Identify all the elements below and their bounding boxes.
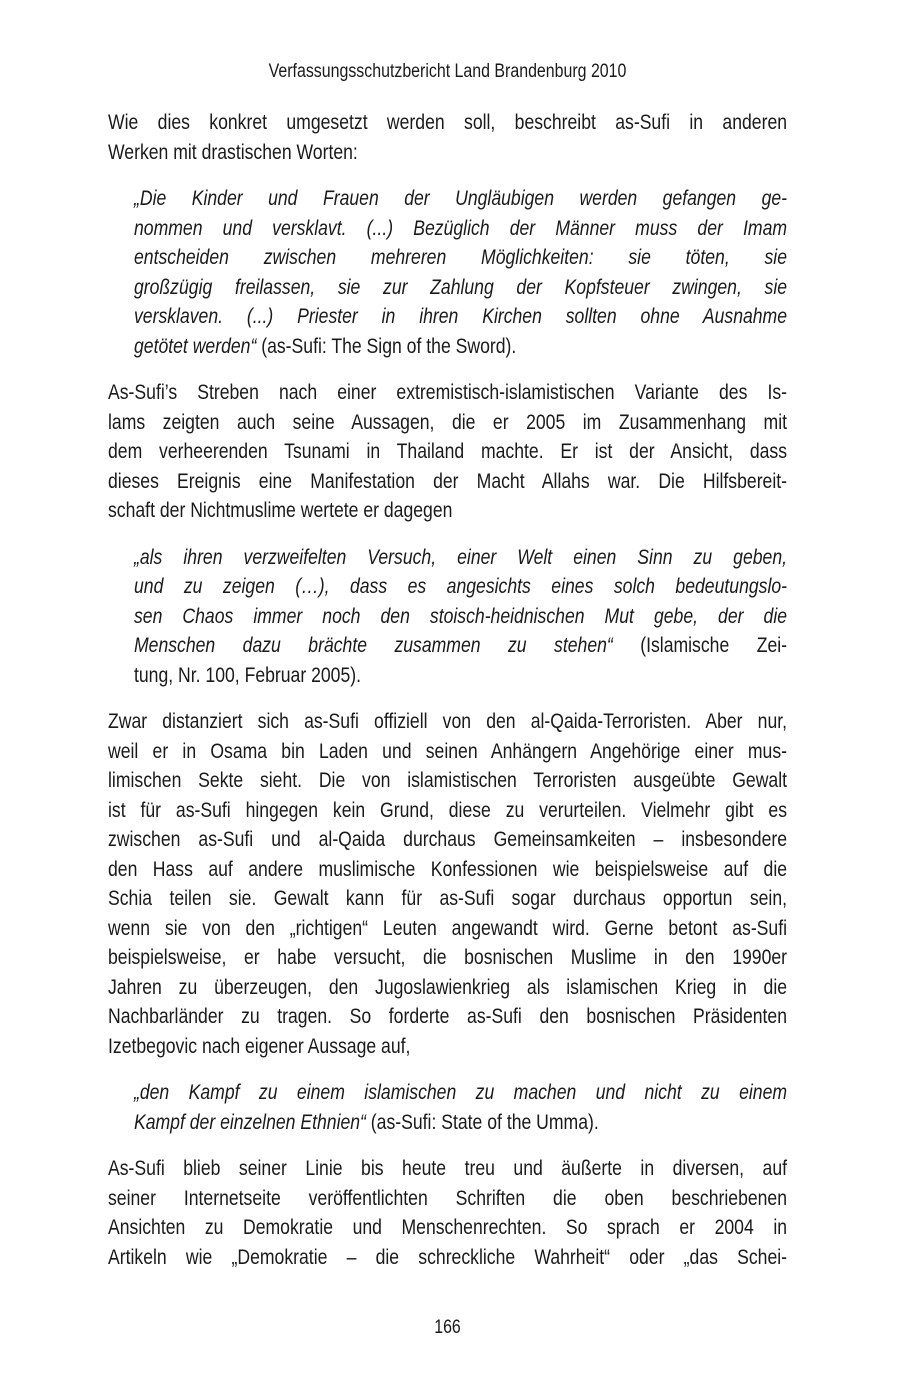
text-line <box>108 796 787 826</box>
body-text: Nachbarländer zu tragen. So forderte as-Sufi den bosnischen Präsidenten <box>108 1005 788 1028</box>
body-text: (as-Sufi: The Sign of the Sword). <box>256 334 517 358</box>
body-text: As-Sufi blieb seiner Linie bis heute treu und äußerte in diversen, auf <box>108 1157 788 1180</box>
body-text: beispielsweise, er habe versucht, die bosnischen Muslime in den 1990er <box>108 946 788 969</box>
text-line <box>108 825 787 855</box>
text-line <box>108 496 787 526</box>
text-line <box>108 914 787 944</box>
body-text: seiner Internetseite veröffentlichten Schriften die oben beschriebenen <box>108 1186 788 1210</box>
text-line <box>108 1184 787 1214</box>
quote-text: getötet werden“ <box>133 334 257 358</box>
text-line <box>134 631 787 661</box>
body-text: limischen Sekte sieht. Die von islamistischen Terroristen ausgeübte Gewalt <box>108 769 788 792</box>
body-text: dem verheerenden Tsunami in Thailand machte. Er ist der Ansicht, dass <box>108 440 788 463</box>
body-text: Wie dies konkret umgesetzt werden soll, beschreibt as-Sufi in anderen <box>108 111 788 134</box>
text-line <box>134 214 787 244</box>
text-line <box>108 855 787 885</box>
quote-text: und zu zeigen (…), dass es angesichts eines solch bedeutungslo- <box>133 575 788 598</box>
body-text: Ansichten zu Demokratie und Menschenrechten. So sprach er 2004 in <box>108 1216 788 1239</box>
block-quote <box>108 184 787 361</box>
text-line <box>108 408 787 438</box>
block-quote <box>108 1078 787 1137</box>
text-line <box>134 302 787 332</box>
body-text: As-Sufi’s Streben nach einer extremistisch-islamistischen Variante des Is- <box>108 381 788 404</box>
paragraph <box>108 378 787 526</box>
text-line <box>108 1002 787 1032</box>
text-line <box>108 766 787 796</box>
body-text: zwischen as-Sufi und al-Qaida durchaus Gemeinsamkeiten – insbesondere <box>108 828 788 851</box>
body-text: Jahren zu überzeugen, den Jugoslawienkrieg als islamischen Krieg in die <box>108 975 788 999</box>
body-text: dieses Ereignis eine Manifestation der Macht Allahs war. Die Hilfsbereit- <box>108 469 788 493</box>
quote-text: großzügig freilassen, sie zur Zahlung der Kopfsteuer zwingen, sie <box>133 275 788 299</box>
text-line <box>108 973 787 1003</box>
page-number: 166 <box>434 1317 461 1338</box>
text-line <box>108 1243 787 1273</box>
body-text: tung, Nr. 100, Februar 2005). <box>133 663 362 687</box>
text-line <box>134 1108 787 1138</box>
body-text: wenn sie von den „richtigen“ Leuten angewandt wird. Gerne betont as-Sufi <box>108 916 788 940</box>
body-text: lams zeigten auch seine Aussagen, die er 2005 im Zusammenhang mit <box>108 410 788 434</box>
text-line <box>108 943 787 973</box>
text-line <box>134 243 787 273</box>
body-text: ist für as-Sufi hingegen kein Grund, diese zu verurteilen. Vielmehr gibt es <box>108 798 788 822</box>
quote-text: Kampf der einzelnen Ethnien“ <box>133 1110 366 1134</box>
body-text: Artikeln wie „Demokratie – die schreckliche Wahrheit“ oder „das Schei- <box>108 1245 788 1269</box>
body-text: (as-Sufi: State of the Umma). <box>365 1110 599 1134</box>
text-line <box>134 1078 787 1108</box>
paragraph <box>108 1154 787 1272</box>
text-line <box>108 437 787 467</box>
text-line <box>108 138 787 168</box>
block-quote <box>108 543 787 691</box>
text-line <box>134 184 787 214</box>
text-line <box>134 543 787 573</box>
quote-text: nommen und versklavt. (...) Bezüglich der Männer muss der Imam <box>133 216 788 240</box>
body-text: weil er in Osama bin Laden und seinen Anhängern Angehörige einer mus- <box>108 739 788 763</box>
text-line <box>108 467 787 497</box>
running-header: Verfassungsschutzbericht Land Brandenburg 2010 <box>268 61 627 82</box>
text-line <box>108 737 787 767</box>
quote-text: sen Chaos immer noch den stoisch-heidnischen Mut gebe, der die <box>133 604 788 628</box>
quote-text: „den Kampf zu einem islamischen zu machen und nicht zu einem <box>133 1081 788 1104</box>
text-line <box>108 108 787 138</box>
text-line <box>134 572 787 602</box>
text-line <box>108 1213 787 1243</box>
text-line <box>108 707 787 737</box>
body-text: Werken mit drastischen Worten: <box>108 140 358 164</box>
text-line <box>134 273 787 303</box>
paragraph <box>108 108 787 167</box>
quote-text: Menschen dazu brächte zusammen zu stehen“ <box>133 634 613 657</box>
text-column <box>108 60 788 1338</box>
quote-text: entscheiden zwischen mehreren Möglichkeiten: sie töten, sie <box>133 246 788 269</box>
text-line <box>134 332 787 362</box>
text-line <box>134 602 787 632</box>
text-line <box>108 378 787 408</box>
body-text: Izetbegovic nach eigener Aussage auf, <box>108 1034 411 1058</box>
body-text: schaft der Nichtmuslime wertete er dagegen <box>108 499 453 522</box>
body-text: Zwar distanziert sich as-Sufi offiziell von den al-Qaida-Terroristen. Aber nur, <box>108 710 788 733</box>
document-body <box>108 108 787 1272</box>
body-text: Schia teilen sie. Gewalt kann für as-Sufi sogar durchaus opportun sein, <box>108 887 788 910</box>
paragraph <box>108 707 787 1061</box>
body-text: (Islamische Zei- <box>612 634 788 657</box>
body-text: den Hass auf andere muslimische Konfessionen wie beispielsweise auf die <box>108 857 788 881</box>
quote-text: „Die Kinder und Frauen der Ungläubigen werden gefangen ge- <box>133 187 788 210</box>
text-line <box>134 661 787 691</box>
text-line <box>108 1032 787 1062</box>
text-line <box>108 884 787 914</box>
quote-text: „als ihren verzweifelten Versuch, einer Welt einen Sinn zu geben, <box>133 545 788 569</box>
text-line <box>108 1154 787 1184</box>
quote-text: versklaven. (...) Priester in ihren Kirchen sollten ohne Ausnahme <box>133 305 788 328</box>
